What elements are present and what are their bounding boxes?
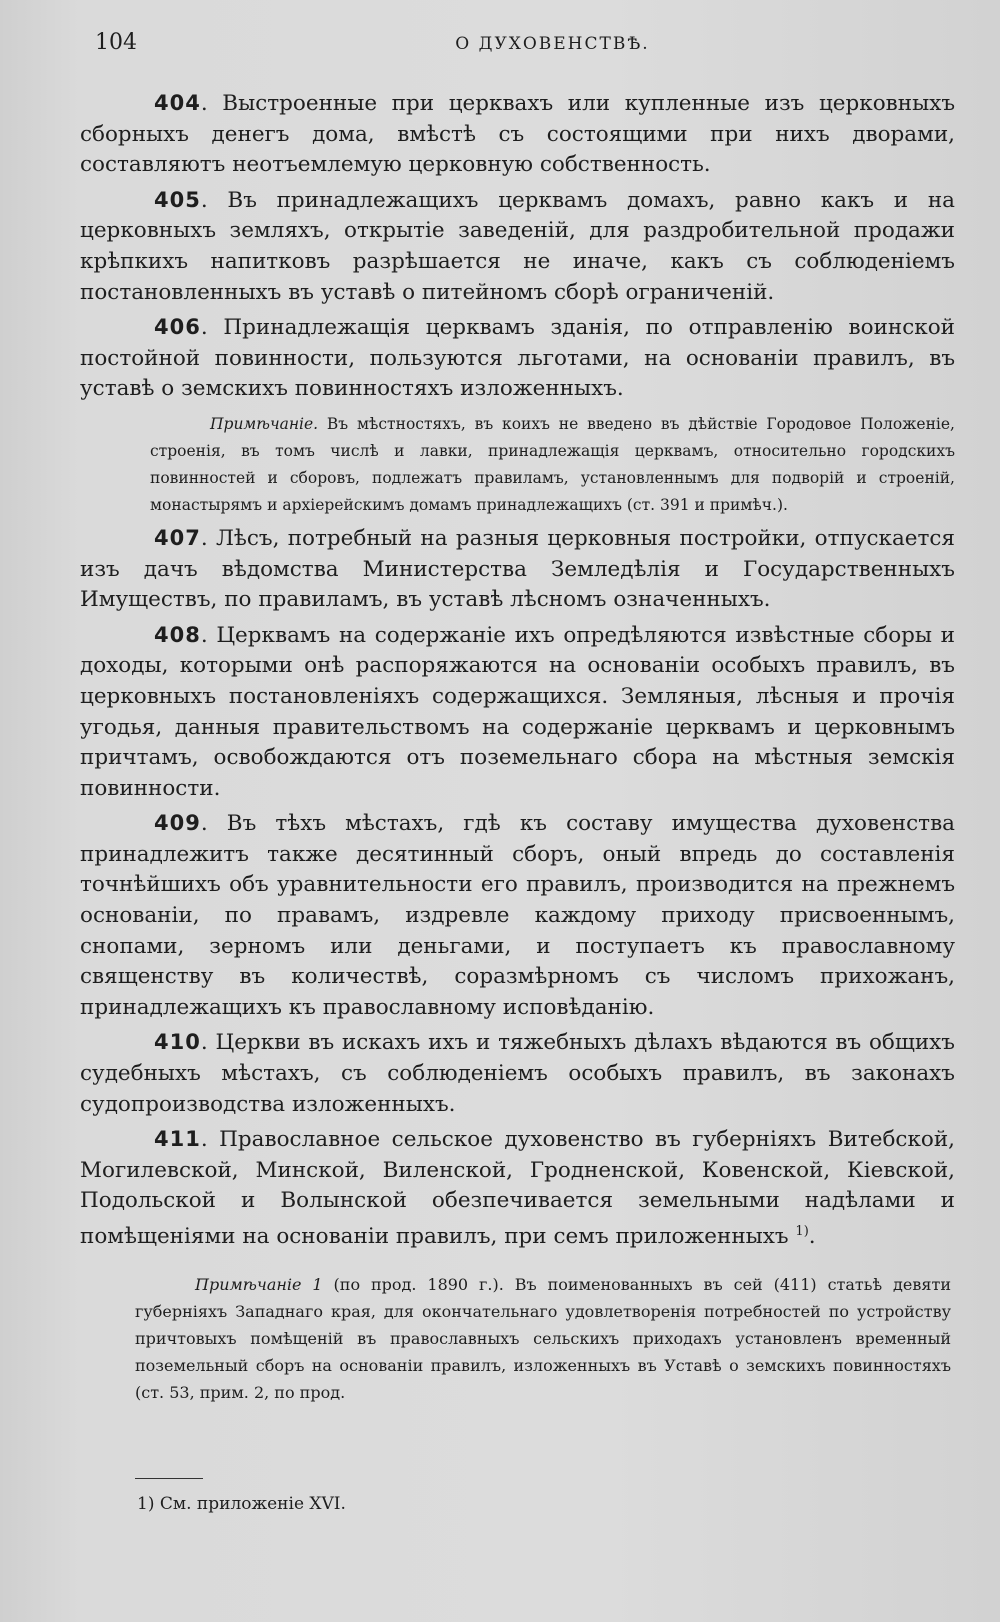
page-body — [80, 88, 955, 1406]
footnote-divider — [135, 1478, 203, 1479]
article-number: 411 — [154, 1127, 201, 1152]
footnote — [137, 1494, 346, 1514]
article-411: 411. Православное сельское духовенство въ губерніяхъ Витебской, Могилевской, Минской, Виленской, Гродненской, Ковенской, Кіевской, Подольской и Волынской обезпечивается земельными надѣлами и помѣщеніями на основаніи правилъ, при семъ приложенныхъ $^{1)}$. — [80, 1127, 955, 1250]
article-407: 407. Лѣсъ, потребный на разныя церковныя постройки, отпускается изъ дачъ вѣдомства Министерства Земледѣлія и Государственныхъ Имуществъ, по правиламъ, въ уставѣ лѣсномъ означенныхъ. — [80, 525, 955, 613]
note-label: Примѣчаніе. — [210, 414, 319, 433]
article-number: 409 — [154, 811, 201, 836]
note-406 — [150, 411, 955, 519]
article-text: Выстроенные при церквахъ или купленные изъ церковныхъ сборныхъ денегъ дома, вмѣстѣ съ состоящими при нихъ дворами, составляютъ неотъемлемую церковную собственность. — [80, 91, 955, 178]
article-number: 407 — [154, 525, 201, 550]
article-number: 404 — [154, 91, 201, 115]
article-text: Лѣсъ, потребный на разныя церковныя постройки, отпускается изъ дачъ вѣдомства Министерства Земледѣлія и Государственныхъ Имуществъ, по правиламъ, въ уставѣ лѣсномъ означенныхъ. — [80, 525, 955, 613]
article-number: 408 — [154, 622, 201, 647]
page-number: 104 — [95, 30, 137, 55]
article-410: 410. Церкви въ искахъ ихъ и тяжебныхъ дѣлахъ вѣдаются въ общихъ судебныхъ мѣстахъ, съ соблюденіемъ особыхъ правилъ, въ законахъ судопроизводства изложенныхъ. — [80, 1030, 955, 1117]
article-406: 406. Принадлежащія церквамъ зданія, по отправленію воинской постойной повинности, пользуются льготами, на основаніи правилъ, въ уставѣ о земскихъ повинностяхъ изложенныхъ. — [80, 315, 955, 402]
article-text: Въ тѣхъ мѣстахъ, гдѣ къ составу имущества духовенства принадлежитъ также десятинный сборъ, оный впредь до составленія точнѣйшихъ объ уравнительности его правилъ, производится на прежнемъ основаніи, по правамъ, издревле каждому приходу присвоеннымъ, снопами, зерномъ или деньгами, и поступаетъ къ православному священству въ количествѣ, соразмѣрномъ съ числомъ прихожанъ, принадлежащихъ къ православному исповѣданію. — [80, 811, 955, 1020]
article-number: 406 — [154, 315, 201, 340]
article-408: 408. Церквамъ на содержаніе ихъ опредѣляются извѣстные сборы и доходы, которыми онѣ распоряжаются на основаніи особыхъ правилъ, въ церковныхъ постановленіяхъ содержащихся. Земляныя, лѣсныя и прочія угодья, данныя правительствомъ на содержаніе церквамъ и церковнымъ причтамъ, освобождаются отъ поземельнаго сбора на мѣстныя земскія повинности. — [80, 622, 955, 801]
article-405: 405. Въ принадлежащихъ церквамъ домахъ, равно какъ и на церковныхъ земляхъ, открытіе заведеній, для раздробительной продажи крѣпкихъ напитковъ разрѣшается не иначе, какъ съ соблюденіемъ постановленныхъ въ уставѣ о питейномъ сборѣ ограниченій. — [80, 187, 955, 305]
article-number: 410 — [154, 1030, 201, 1055]
note-label: Примѣчаніе 1 — [195, 1274, 323, 1294]
article-text: Принадлежащія церквамъ зданія, по отправленію воинской постойной повинности, пользуются льготами, на основаніи правилъ, въ уставѣ о земскихъ повинностяхъ изложенныхъ. — [80, 315, 955, 402]
article-number: 405 — [154, 187, 201, 212]
running-title: О ДУХОВЕНСТВѢ. — [455, 34, 650, 54]
article-text: Въ принадлежащихъ церквамъ домахъ, равно какъ и на церковныхъ земляхъ, открытіе заведеній, для раздробительной продажи крѣпкихъ напитковъ разрѣшается не иначе, какъ съ соблюденіемъ постановленныхъ въ уставѣ о питейномъ сборѣ ограниченій. — [80, 187, 955, 305]
footnote-marker: 1) — [137, 1494, 155, 1514]
article-text: Церквамъ на содержаніе ихъ опредѣляются извѣстные сборы и доходы, которыми онѣ распоряжаются на основаніи особыхъ правилъ, въ церковныхъ постановленіяхъ содержащихся. Земляныя, лѣсныя и прочія угодья, данныя правительствомъ на содержаніе церквамъ и церковнымъ причтамъ, освобождаются отъ поземельнаго сбора на мѣстныя земскія повинности. — [80, 622, 955, 801]
page-header — [95, 30, 950, 60]
footnote-ref[interactable]: 1) — [795, 1224, 809, 1239]
note-411 — [135, 1271, 951, 1406]
note-text: Въ мѣстностяхъ, въ коихъ не введено въ дѣйствіе Городовое Положеніе, строенія, въ томъ числѣ и лавки, принадлежащія церквамъ, относительно городскихъ повинностей и сборовъ, подлежатъ правиламъ, установленнымъ для подворій и строеній, монастырямъ и архіерейскимъ домамъ принадлежащихъ (ст. 391 и примѣч.). — [150, 414, 955, 514]
note-text: (по прод. 1890 г.). Въ поименованныхъ въ сей (411) статьѣ девяти губерніяхъ Западнаго края, для окончательнаго удовлетворенія потребностей по устройству причтовыхъ помѣщеній въ православныхъ сельскихъ приходахъ установленъ временный поземельный сборъ на основаніи правилъ, изложенныхъ въ Уставѣ о земскихъ повинностяхъ (ст. 53, прим. 2, по прод. — [135, 1274, 951, 1402]
footnote-text: См. приложеніе XVI. — [159, 1494, 346, 1514]
article-404: 404. Выстроенные при церквахъ или купленные изъ церковныхъ сборныхъ денегъ дома, вмѣстѣ съ состоящими при нихъ дворами, составляютъ неотъемлемую церковную собственность. — [80, 91, 955, 178]
article-409: 409. Въ тѣхъ мѣстахъ, гдѣ къ составу имущества духовенства принадлежитъ также десятинный сборъ, оный впредь до составленія точнѣйшихъ объ уравнительности его правилъ, производится на прежнемъ основаніи, по правамъ, издревле каждому приходу присвоеннымъ, снопами, зерномъ или деньгами, и поступаетъ къ православному священству въ количествѣ, соразмѣрномъ съ числомъ прихожанъ, принадлежащихъ къ православному исповѣданію. — [80, 811, 955, 1020]
article-text: Церкви въ искахъ ихъ и тяжебныхъ дѣлахъ вѣдаются въ общихъ судебныхъ мѣстахъ, съ соблюденіемъ особыхъ правилъ, въ законахъ судопроизводства изложенныхъ. — [80, 1030, 955, 1117]
article-text: Православное сельское духовенство въ губерніяхъ Витебской, Могилевской, Минской, Виленской, Гродненской, Ковенской, Кіевской, Подольской и Волынской обезпечивается земельными надѣлами и помѣщеніями на основаніи правилъ, при семъ приложенныхъ — [80, 1127, 955, 1250]
